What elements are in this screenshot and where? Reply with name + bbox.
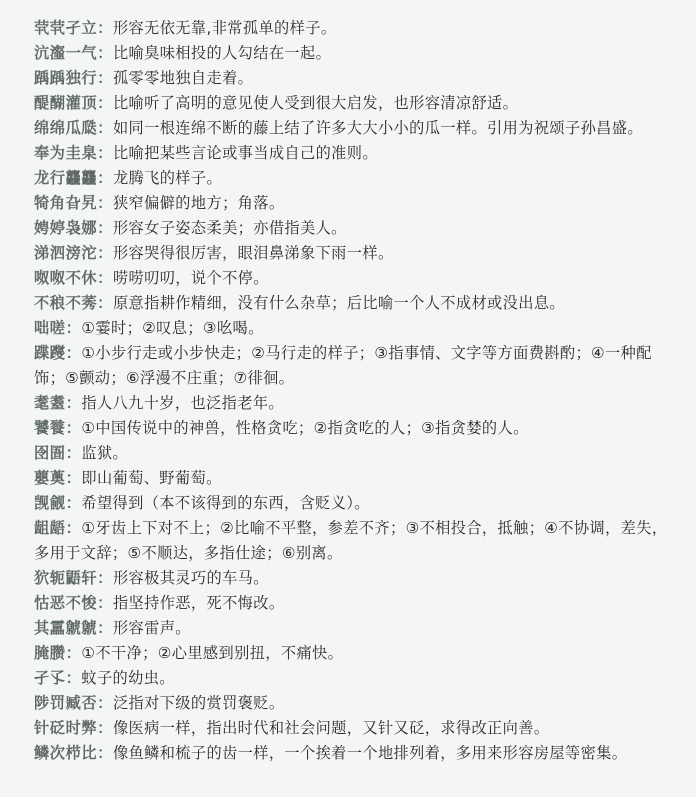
entry-definition: 像鱼鳞和梳子的齿一样，一个挨着一个地排列着，多用来形容房屋等密集。 <box>112 744 628 762</box>
entry-definition: ①霎时；②叹息；③吆喝。 <box>81 319 264 337</box>
list-item <box>34 216 678 241</box>
entry-term: 踽踽独行 <box>34 69 98 87</box>
entry-definition: 蚊子的幼虫。 <box>81 669 175 687</box>
entry-definition: ①小步行走或小步快走；②马行走的样子；③指事情、文字等方面费斟酌；④一种配饰；⑤颤动；⑥浮漫不庄重；⑦徘徊。 <box>34 344 652 387</box>
entry-list <box>34 16 678 766</box>
entry-separator: ： <box>97 19 113 37</box>
entry-separator: ： <box>97 219 113 237</box>
list-item <box>34 316 678 341</box>
entry-term: 茕茕孑立 <box>34 19 98 37</box>
entry-definition: 龙腾飞的样子。 <box>112 169 223 187</box>
list-item <box>34 16 678 41</box>
entry-definition: 孤零零地独自走着。 <box>112 69 254 87</box>
entry-term: 龃龉 <box>34 519 66 537</box>
entry-definition: 如同一根连绵不断的藤上结了许多大大小小的瓜一样。引用为祝颂子孙昌盛。 <box>112 119 643 137</box>
entry-definition: 指坚持作恶，死不悔改。 <box>112 594 285 612</box>
list-item <box>34 566 678 591</box>
list-item <box>34 291 678 316</box>
entry-separator: ： <box>97 144 113 162</box>
entry-term: 蘡薁 <box>34 469 66 487</box>
list-item <box>34 741 678 766</box>
list-item <box>34 341 678 391</box>
entry-separator: ： <box>97 619 113 637</box>
entry-definition: 比喻臭味相投的人勾结在一起。 <box>112 44 332 62</box>
entry-term: 狖轭鼯轩 <box>34 569 98 587</box>
entry-separator: ： <box>97 244 113 262</box>
list-item <box>34 641 678 666</box>
list-item <box>34 41 678 66</box>
entry-term: 沆瀣一气 <box>34 44 98 62</box>
entry-definition: 狭窄偏僻的地方；角落。 <box>112 194 285 212</box>
list-item <box>34 616 678 641</box>
list-item <box>34 266 678 291</box>
entry-definition: 希望得到（本不该得到的东西，含贬义）。 <box>81 494 370 512</box>
entry-definition: 原意指耕作精细，没有什么杂草；后比喻一个人不成材或没出息。 <box>112 294 565 312</box>
list-item <box>34 116 678 141</box>
entry-term: 饕餮 <box>34 419 66 437</box>
entry-term: 犄角旮旯 <box>34 194 98 212</box>
list-item <box>34 91 678 116</box>
entry-definition: 像医病一样，指出时代和社会问题，又针又砭，求得改正向善。 <box>112 719 550 737</box>
entry-separator: ： <box>65 494 82 512</box>
entry-definition: 形容雷声。 <box>112 619 191 637</box>
entry-definition: 形容哭得很厉害，眼泪鼻涕象下雨一样。 <box>112 244 394 262</box>
entry-term: 鳞次栉比 <box>34 744 98 762</box>
list-item <box>34 241 678 266</box>
list-item <box>34 691 678 716</box>
entry-term: 醍醐灌顶 <box>34 94 98 112</box>
entry-term: 囹圄 <box>34 444 66 462</box>
entry-definition: 唠唠叨叨，说个不停。 <box>112 269 269 287</box>
entry-separator: ： <box>65 419 82 437</box>
entry-definition: ①中国传说中的神兽，性格贪吃；②指贪吃的人；③指贪婪的人。 <box>81 419 529 437</box>
entry-definition: 形容女子姿态柔美；亦借指美人。 <box>112 219 347 237</box>
entry-separator: ： <box>97 294 113 312</box>
entry-separator: ： <box>65 469 82 487</box>
entry-separator: ： <box>97 44 113 62</box>
entry-separator: ： <box>65 669 82 687</box>
entry-separator: ： <box>97 594 113 612</box>
entry-separator: ： <box>65 644 82 662</box>
entry-separator: ： <box>65 444 82 462</box>
entry-term: 其靁虩虩 <box>34 619 98 637</box>
list-item <box>34 391 678 416</box>
entry-term: 孑孓 <box>34 669 66 687</box>
entry-term: 蹀躞 <box>34 344 66 362</box>
entry-separator: ： <box>97 744 113 762</box>
entry-separator: ： <box>97 169 113 187</box>
entry-separator: ： <box>97 719 113 737</box>
entry-separator: ： <box>65 319 82 337</box>
list-item <box>34 491 678 516</box>
list-item <box>34 441 678 466</box>
entry-separator: ： <box>97 69 113 87</box>
entry-term: 呶呶不休 <box>34 269 98 287</box>
entry-definition: 形容极其灵巧的车马。 <box>112 569 269 587</box>
list-item <box>34 591 678 616</box>
entry-separator: ： <box>65 394 82 412</box>
entry-separator: ： <box>97 119 113 137</box>
entry-term: 觊觎 <box>34 494 66 512</box>
entry-term: 针砭时弊 <box>34 719 98 737</box>
list-item <box>34 141 678 166</box>
entry-separator: ： <box>97 569 113 587</box>
entry-definition: 即山葡萄、野葡萄。 <box>81 469 222 487</box>
list-item <box>34 516 678 566</box>
entry-separator: ： <box>97 94 113 112</box>
entry-separator: ： <box>65 344 82 362</box>
entry-definition: 泛指对下级的赏罚褒贬。 <box>112 694 285 712</box>
list-item <box>34 716 678 741</box>
entry-definition: ①不干净；②心里感到别扭，不痛快。 <box>81 644 344 662</box>
entry-term: 陟罚臧否 <box>34 694 98 712</box>
entry-definition: 指人八九十岁，也泛指老年。 <box>81 394 285 412</box>
entry-term: 奉为圭臬 <box>34 144 98 162</box>
list-item <box>34 416 678 441</box>
entry-term: 腌臜 <box>34 644 66 662</box>
list-item <box>34 66 678 91</box>
entry-separator: ： <box>97 694 113 712</box>
entry-definition: ①牙齿上下对不上；②比喻不平整，参差不齐；③不相投合，抵触；④不协调，差失，多用于文辞；⑤不顺达，多指仕途；⑥别离。 <box>34 519 668 562</box>
entry-definition: 监狱。 <box>81 444 129 462</box>
entry-term: 耄耋 <box>34 394 66 412</box>
list-item <box>34 191 678 216</box>
entry-definition: 比喻听了高明的意见使人受到很大启发，也形容清凉舒适。 <box>112 94 519 112</box>
entry-term: 咄嗟 <box>34 319 66 337</box>
list-item <box>34 666 678 691</box>
entry-definition: 比喻把某些言论或事当成自己的准则。 <box>112 144 378 162</box>
entry-definition: 形容无依无靠,非常孤单的样子。 <box>112 19 337 37</box>
entry-separator: ： <box>65 519 82 537</box>
entry-term: 龙行龘龘 <box>34 169 98 187</box>
entry-term: 怙恶不悛 <box>34 594 98 612</box>
entry-separator: ： <box>97 269 113 287</box>
list-item <box>34 466 678 491</box>
entry-term: 娉婷袅娜 <box>34 219 98 237</box>
entry-separator: ： <box>97 194 113 212</box>
entry-term: 涕泗滂沱 <box>34 244 98 262</box>
entry-term: 不稂不莠 <box>34 294 98 312</box>
entry-term: 绵绵瓜瓞 <box>34 119 98 137</box>
list-item <box>34 166 678 191</box>
